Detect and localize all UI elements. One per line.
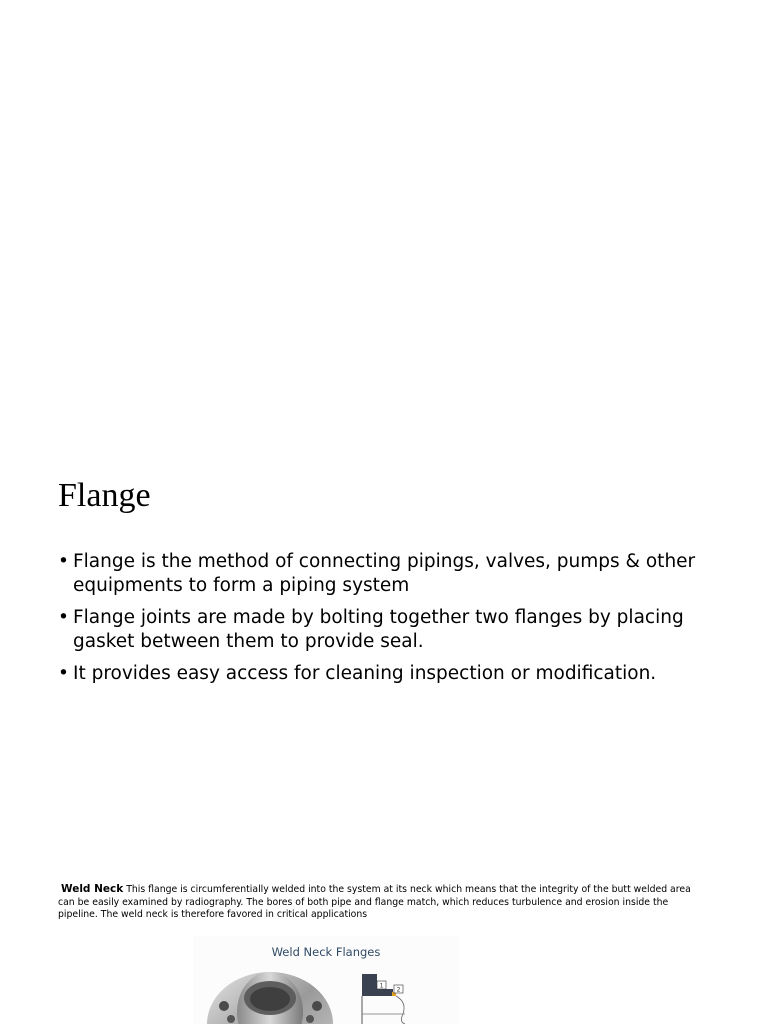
callout-2: 2 (396, 986, 401, 994)
weld-neck-paragraph (58, 883, 708, 922)
flange-cross-section (362, 974, 405, 1024)
weld-neck-heading: Weld Neck (61, 883, 124, 895)
weld-neck-figure (193, 936, 459, 1024)
flange-illustration (193, 936, 459, 1024)
bullet-item: • Flange joints are made by bolting together two flanges by placing gasket between them to provide seal. (58, 606, 718, 654)
flange-photo (207, 972, 333, 1024)
callout-1: 1 (379, 982, 384, 990)
figure-caption: Weld Neck Flanges (271, 945, 381, 959)
bullet-list (58, 550, 718, 694)
weld-neck-description: This flange is circumferentially welded into the system at its neck which means that the integrity of the butt welded area can be easily examined by radiography. The bores of both pipe and flange match, which reduces turbulence and erosion inside the pipeline. The weld neck is therefore favored in critical applications (58, 884, 691, 920)
bullet-item: • It provides easy access for cleaning inspection or modification. (58, 662, 718, 686)
bullet-item: • Flange is the method of connecting pipings, valves, pumps & other equipments to form a piping system (58, 550, 718, 598)
slide-title: Flange (58, 477, 151, 514)
